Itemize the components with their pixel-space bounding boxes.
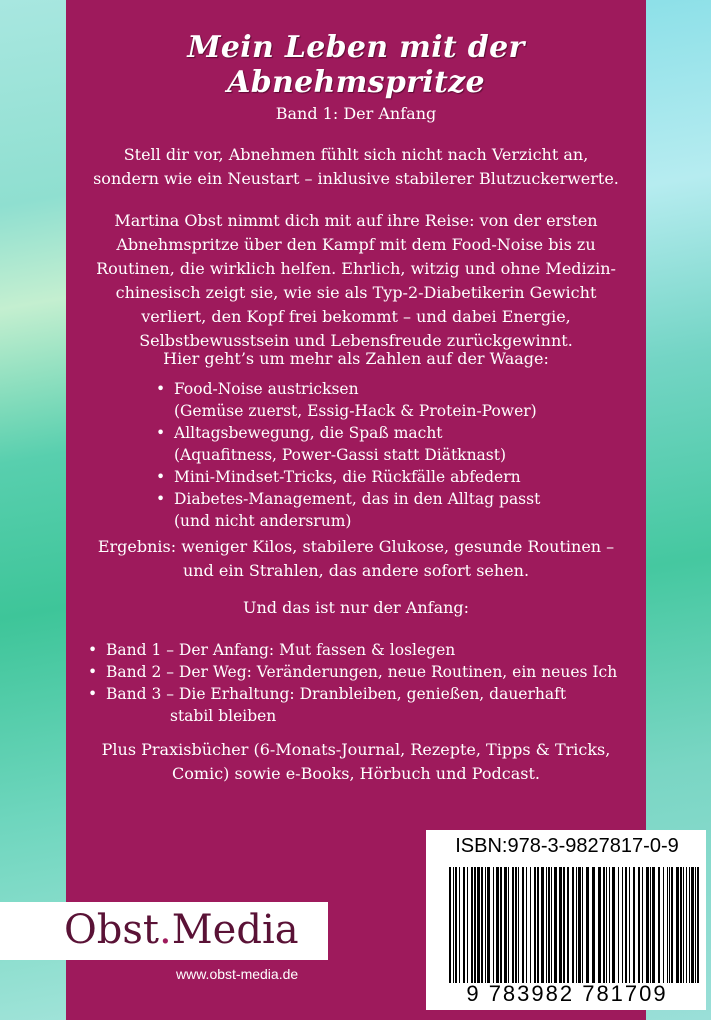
barcode-bar — [646, 867, 649, 983]
result-line: und ein Strahlen, das andere sofort sehen. — [182, 561, 530, 580]
barcode-bar — [459, 867, 460, 983]
barcode-bar — [691, 867, 694, 983]
barcode-bar — [667, 867, 668, 983]
barcode-bar — [578, 867, 581, 983]
barcode-bar — [612, 867, 615, 983]
barcode-bar — [500, 867, 502, 983]
barcode-bar — [493, 867, 494, 983]
isbn-label: ISBN:978-3-9827817-0-9 — [455, 835, 679, 857]
barcode-bar — [652, 867, 655, 983]
barcode-bar — [508, 867, 509, 983]
barcode-bar — [474, 867, 476, 983]
intro-line: Stell dir vor, Abnehmen fühlt sich nicht nach Verzicht an, — [123, 145, 589, 164]
list-item-sub: (Gemüse zuerst, Essig-Hack & Protein-Power) — [174, 402, 537, 420]
result-paragraph — [86, 535, 626, 583]
barcode-bar — [526, 867, 527, 983]
barcode-bar — [582, 867, 583, 983]
barcode-bar — [642, 867, 643, 983]
barcode-bar — [471, 867, 473, 983]
logo-part1: Obst — [64, 907, 159, 953]
list-heading: Hier geht’s um mehr als Zahlen auf der Waage: — [163, 349, 549, 368]
list-item-sub: (Aquafitness, Power-Gassi statt Diätknast) — [174, 446, 507, 464]
intro-line: sondern wie ein Neustart – inklusive stabilerer Blutzuckerwerte. — [93, 169, 619, 188]
barcode-bar — [695, 867, 696, 983]
barcode-bar — [512, 867, 514, 983]
list-item-main: Food-Noise austricksen — [174, 380, 359, 398]
barcode-bar — [650, 867, 651, 983]
barcode-bar — [546, 867, 547, 983]
extras-line: Comic) sowie e-Books, Hörbuch und Podcast. — [172, 764, 540, 783]
list-item-sub: (und nicht andersrum) — [174, 512, 352, 530]
barcode-bar — [534, 867, 536, 983]
barcode-bar — [554, 867, 557, 983]
barcode-bar — [504, 867, 507, 983]
barcode-bar — [515, 867, 517, 983]
bullet-icon: • — [156, 490, 166, 508]
barcode-bar — [487, 867, 490, 983]
background-left — [0, 0, 66, 1020]
list-item-main: Alltagsbewegung, die Spaß macht — [174, 424, 443, 442]
barcode-bar — [598, 867, 601, 983]
isbn-digits: 9 783982 781709 — [466, 981, 668, 1006]
barcode-bar — [603, 867, 605, 983]
barcode-bar — [455, 867, 457, 983]
bullet-icon: • — [156, 468, 166, 486]
barcode-bar — [689, 867, 690, 983]
barcode-bar — [477, 867, 480, 983]
barcode-bar — [481, 867, 483, 983]
series-item-main: Band 2 – Der Weg: Veränderungen, neue Routinen, ein neues Ich — [106, 663, 618, 681]
series-item-sub: stabil bleiben — [170, 707, 277, 725]
series-item — [88, 661, 617, 683]
barcode-bar — [683, 867, 684, 983]
barcode-bar — [592, 867, 595, 983]
barcode-bar — [629, 867, 630, 983]
bullet-icon: • — [88, 641, 98, 659]
barcode-bar — [572, 867, 574, 983]
list-item — [156, 378, 540, 422]
barcode-bar — [638, 867, 640, 983]
barcode-bar — [686, 867, 687, 983]
barcode-bar — [586, 867, 589, 983]
series-item — [88, 683, 617, 727]
list-item — [156, 466, 540, 488]
bullet-icon: • — [156, 380, 166, 398]
barcode-bar — [559, 867, 562, 983]
logo-dot: . — [159, 907, 172, 953]
barcode-bar — [680, 867, 682, 983]
barcode-bar — [485, 867, 486, 983]
series-heading: Und das ist nur der Anfang: — [242, 598, 470, 617]
publisher-logo — [0, 902, 328, 960]
bullet-icon: • — [88, 663, 98, 681]
description-line: chinesisch zeigt sie, wie sie als Typ-2-Diabetikerin Gewicht — [115, 283, 597, 302]
barcode-bar — [618, 867, 619, 983]
bullet-icon: • — [88, 685, 98, 703]
barcode-bar — [609, 867, 610, 983]
barcode-bar — [658, 867, 660, 983]
logo-part2: Media — [171, 907, 299, 953]
list-item-main: Diabetes-Management, das in den Alltag passt — [174, 490, 541, 508]
extras-paragraph — [86, 738, 626, 786]
barcode-bar — [467, 867, 468, 983]
barcode-bar — [449, 867, 451, 983]
description-line: Abnehmspritze über den Kampf mit dem Food-Noise bis zu — [116, 235, 596, 254]
barcode-bar — [453, 867, 454, 983]
series-item-main: Band 3 – Die Erhaltung: Dranbleiben, genießen, dauerhaft — [106, 685, 567, 703]
barcode-bar — [676, 867, 679, 983]
extras-line: Plus Praxisbücher (6-Monats-Journal, Rezepte, Tipps & Tricks, — [101, 740, 611, 759]
barcode-bar — [563, 867, 565, 983]
description-paragraph — [86, 209, 626, 353]
series-list — [88, 639, 617, 727]
barcode-bar — [551, 867, 552, 983]
list-item — [156, 422, 540, 466]
publisher-logo-text — [64, 904, 299, 956]
barcode-bar — [576, 867, 577, 983]
book-title: Mein Leben mit der Abnehmspritze — [187, 30, 525, 100]
barcode-icon — [449, 867, 699, 983]
barcode-bar — [496, 867, 499, 983]
publisher-website: www.obst-media.de — [176, 966, 299, 982]
barcode-bar — [633, 867, 635, 983]
isbn-barcode-box — [426, 830, 706, 1010]
barcode-bar — [622, 867, 623, 983]
series-item-main: Band 1 – Der Anfang: Mut fassen & loslegen — [106, 641, 456, 659]
description-line: Routinen, die wirklich helfen. Ehrlich, witzig und ohne Medizin- — [96, 259, 616, 278]
barcode-bar — [567, 867, 569, 983]
barcode-bar — [697, 867, 699, 983]
result-line: Ergebnis: weniger Kilos, stabilere Glukose, gesunde Routinen – — [97, 537, 615, 556]
book-subtitle: Band 1: Der Anfang — [275, 104, 437, 123]
list-item — [156, 488, 540, 532]
description-line: Martina Obst nimmt dich mit auf ihre Reise: von der ersten — [114, 211, 598, 230]
description-line: verliert, den Kopf frei bekommt – und dabei Energie, — [141, 307, 571, 326]
barcode-bar — [522, 867, 524, 983]
barcode-bar — [606, 867, 607, 983]
barcode-bar — [537, 867, 539, 983]
list-item-main: Mini-Mindset-Tricks, die Rückfälle abfedern — [174, 468, 521, 486]
bullet-icon: • — [156, 424, 166, 442]
barcode-bar — [541, 867, 544, 983]
benefits-list — [156, 378, 540, 532]
description-line: Selbstbewusstsein und Lebensfreude zurückgewinnt. — [139, 331, 573, 350]
barcode-bar — [518, 867, 519, 983]
intro-paragraph — [86, 143, 626, 191]
barcode-bar — [548, 867, 550, 983]
barcode-bar — [663, 867, 664, 983]
barcode-bar — [463, 867, 465, 983]
barcode-bar — [669, 867, 670, 983]
barcode-bar — [530, 867, 531, 983]
series-item — [88, 639, 617, 661]
barcode-bar — [625, 867, 627, 983]
barcode-bar — [671, 867, 673, 983]
